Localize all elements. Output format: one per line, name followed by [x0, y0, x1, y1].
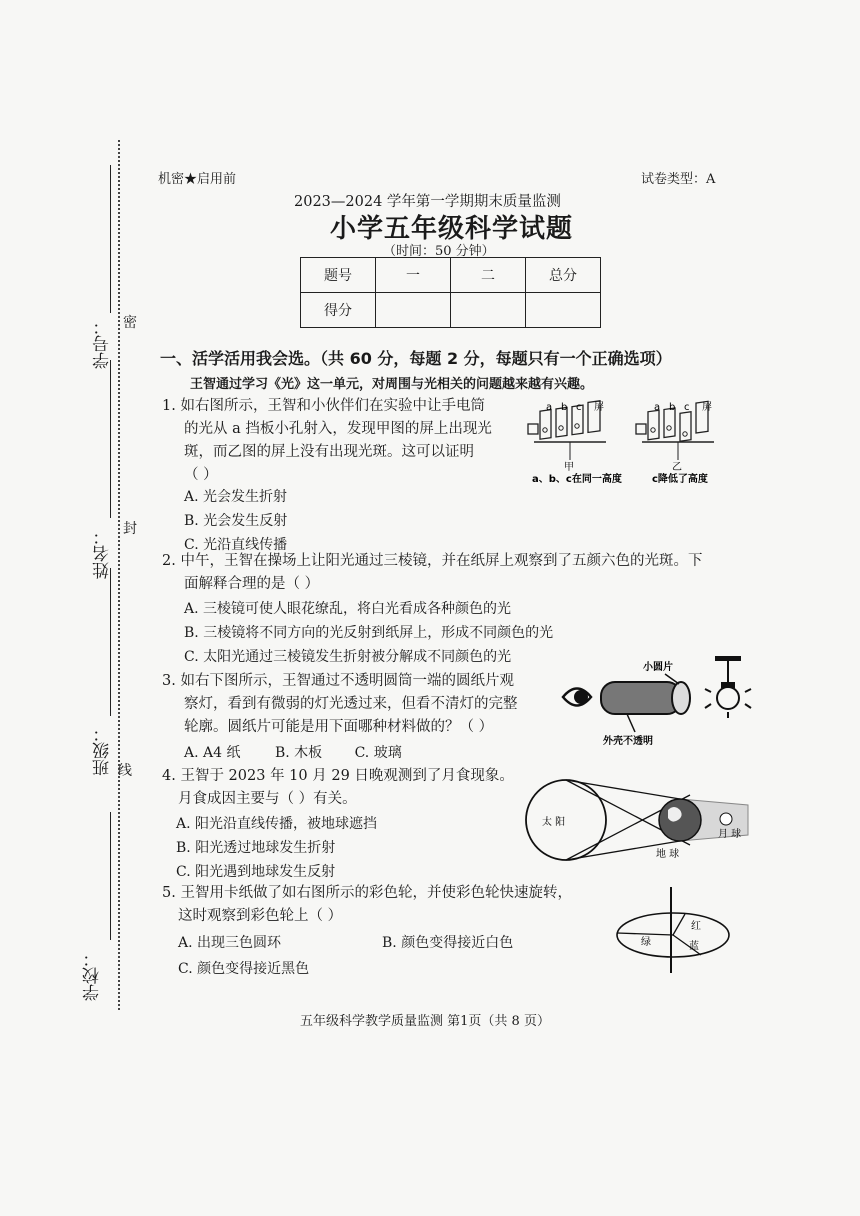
option-c[interactable]: C. 阳光遇到地球发生反射	[176, 864, 336, 880]
secret-mark: 机密★启用前	[158, 172, 237, 187]
question-line: 1. 如右图所示，王智和小伙伴们在实验中让手电筒	[162, 398, 485, 414]
name-line	[110, 360, 111, 518]
seal-char-xian: 线	[118, 763, 132, 779]
answer-blank[interactable]: （ ）	[184, 467, 218, 483]
question-3-options	[184, 742, 402, 762]
fig4-earth-label: 地 球	[656, 849, 680, 860]
fig5-green-label: 绿	[641, 937, 651, 948]
exam-time: （时间：50 分钟）	[383, 244, 495, 259]
score-cell: 总分	[526, 258, 601, 293]
class-line	[110, 568, 111, 716]
fig1-left-letter: 屏	[594, 402, 604, 413]
answer-blank[interactable]: 面解释合理的是（ ）	[184, 576, 320, 592]
fig1-left-caption: a、b、c在同一高度	[532, 474, 622, 485]
option-a[interactable]: A. 三棱镜可使人眼花缭乱，将白光看成各种颜色的光	[184, 601, 512, 617]
page-title: 小学五年级科学试题	[330, 214, 574, 244]
option-b[interactable]: B. 阳光透过地球发生折射	[176, 840, 336, 856]
figure-1-right	[636, 401, 714, 485]
question-line: 4. 王智于 2023 年 10 月 29 日晚观测到了月食现象。	[162, 768, 514, 784]
question-2-options	[184, 597, 553, 669]
option-a[interactable]: A. A4 纸	[184, 745, 241, 761]
student-id-line	[110, 165, 111, 313]
fig4-moon-label: 月 球	[718, 829, 742, 840]
question-line: 的光从 a 挡板小孔射入，发现甲图的屏上出现光	[184, 421, 492, 437]
score-cell: 得分	[301, 293, 376, 328]
figure-5-color-wheel	[605, 885, 745, 975]
lamp-icon	[705, 656, 751, 718]
option-a[interactable]: A. 光会发生折射	[184, 489, 288, 505]
seal-char-feng: 封	[123, 521, 137, 537]
paper-type: 试卷类型：A	[641, 172, 716, 187]
score-cell: 二	[451, 258, 526, 293]
question-4-options	[176, 812, 377, 884]
fig1-left-letter: c	[576, 402, 582, 413]
earth-icon	[659, 799, 701, 841]
figure-3-tube-lamp	[555, 652, 755, 752]
question-line: 3. 如右下图所示，王智通过不透明圆筒一端的圆纸片观	[162, 673, 514, 689]
fig5-red-label: 红	[691, 921, 701, 932]
fig1-right-name: 乙	[672, 462, 682, 473]
option-b[interactable]: B. 三棱镜将不同方向的光反射到纸屏上，形成不同颜色的光	[184, 625, 554, 641]
option-c[interactable]: C. 光沿直线传播	[184, 537, 288, 553]
figure-1-light-experiment	[520, 398, 740, 486]
question-2	[162, 550, 742, 596]
answer-blank[interactable]: 这时观察到彩色轮上（ ）	[178, 908, 343, 924]
answer-blank[interactable]: 月食成因主要与（ ）有关。	[178, 791, 357, 807]
school-line	[110, 812, 111, 940]
moon-icon	[720, 813, 732, 825]
question-1-options	[184, 485, 287, 557]
fig1-left-name: 甲	[564, 462, 574, 473]
question-line: 5. 王智用卡纸做了如右图所示的彩色轮，并使彩色轮快速旋转，	[162, 885, 572, 901]
question-1	[162, 395, 512, 487]
question-3	[162, 670, 542, 739]
fig1-left-letter: a	[546, 402, 553, 413]
figure-4-lunar-eclipse	[520, 775, 760, 865]
question-line: 斑，而乙图的屏上没有出现光斑。这可以证明	[184, 444, 474, 460]
section-heading: 一、活学活用我会选。（共 60 分，每题 2 分，每题只有一个正确选项）	[160, 349, 672, 368]
fig1-left-letter: b	[561, 402, 568, 413]
fig1-right-caption: c降低了高度	[652, 474, 708, 485]
sun-icon	[526, 780, 606, 860]
option-b[interactable]: B. 颜色变得接近白色	[382, 935, 514, 951]
school-label: 学校：	[83, 950, 103, 1001]
seal-char-mi: 密	[123, 315, 137, 331]
question-5	[162, 882, 632, 928]
section-intro: 王智通过学习《光》这一单元，对周围与光相关的问题越来越有兴趣。	[190, 377, 594, 392]
score-cell: 一	[376, 258, 451, 293]
student-id-label: 学号：	[93, 318, 113, 369]
option-b[interactable]: B. 木板	[274, 745, 323, 761]
class-label: 班级：	[93, 725, 113, 776]
fig1-right-letter: a	[654, 402, 661, 413]
fig4-sun-label: 太 阳	[542, 817, 566, 828]
figure-1-left	[528, 401, 622, 485]
option-c[interactable]: C. 玻璃	[354, 745, 402, 761]
question-line: 2. 中午，王智在操场上让阳光通过三棱镜，并在纸屏上观察到了五颜六色的光斑。下	[162, 553, 703, 569]
score-cell: 题号	[301, 258, 376, 293]
option-a[interactable]: A. 阳光沿直线传播，被地球遮挡	[176, 816, 378, 832]
question-4	[162, 765, 542, 811]
answer-blank[interactable]: 轮廓。圆纸片可能是用下面哪种材料做的？（ ）	[184, 719, 494, 735]
fig3-disk-label: 小圆片	[643, 662, 673, 673]
score-input-cell[interactable]	[451, 293, 526, 328]
name-label: 姓名：	[93, 528, 113, 579]
score-input-cell[interactable]	[376, 293, 451, 328]
page-footer: 五年级科学教学质量监测 第1页（共 8 页）	[300, 1014, 550, 1029]
fig5-blue-label: 蓝	[689, 941, 699, 952]
eye-icon	[563, 689, 591, 706]
score-table	[300, 257, 601, 328]
binding-dotted-line	[118, 140, 120, 1010]
option-c[interactable]: C. 颜色变得接近黑色	[178, 961, 310, 977]
score-input-cell[interactable]	[526, 293, 601, 328]
fig3-shell-label: 外壳不透明	[603, 736, 653, 747]
option-c[interactable]: C. 太阳光通过三棱镜发生折射被分解成不同颜色的光	[184, 649, 512, 665]
fig1-right-letter: b	[669, 402, 676, 413]
exam-name: 2023—2024 学年第一学期期末质量监测	[294, 194, 561, 210]
fig1-right-letter: c	[684, 402, 690, 413]
option-b[interactable]: B. 光会发生反射	[184, 513, 288, 529]
fig1-right-letter: 屏	[702, 402, 712, 413]
question-line: 察灯，看到有微弱的灯光透过来，但看不清灯的完整	[184, 696, 518, 712]
option-a[interactable]: A. 出现三色圆环	[178, 935, 282, 951]
